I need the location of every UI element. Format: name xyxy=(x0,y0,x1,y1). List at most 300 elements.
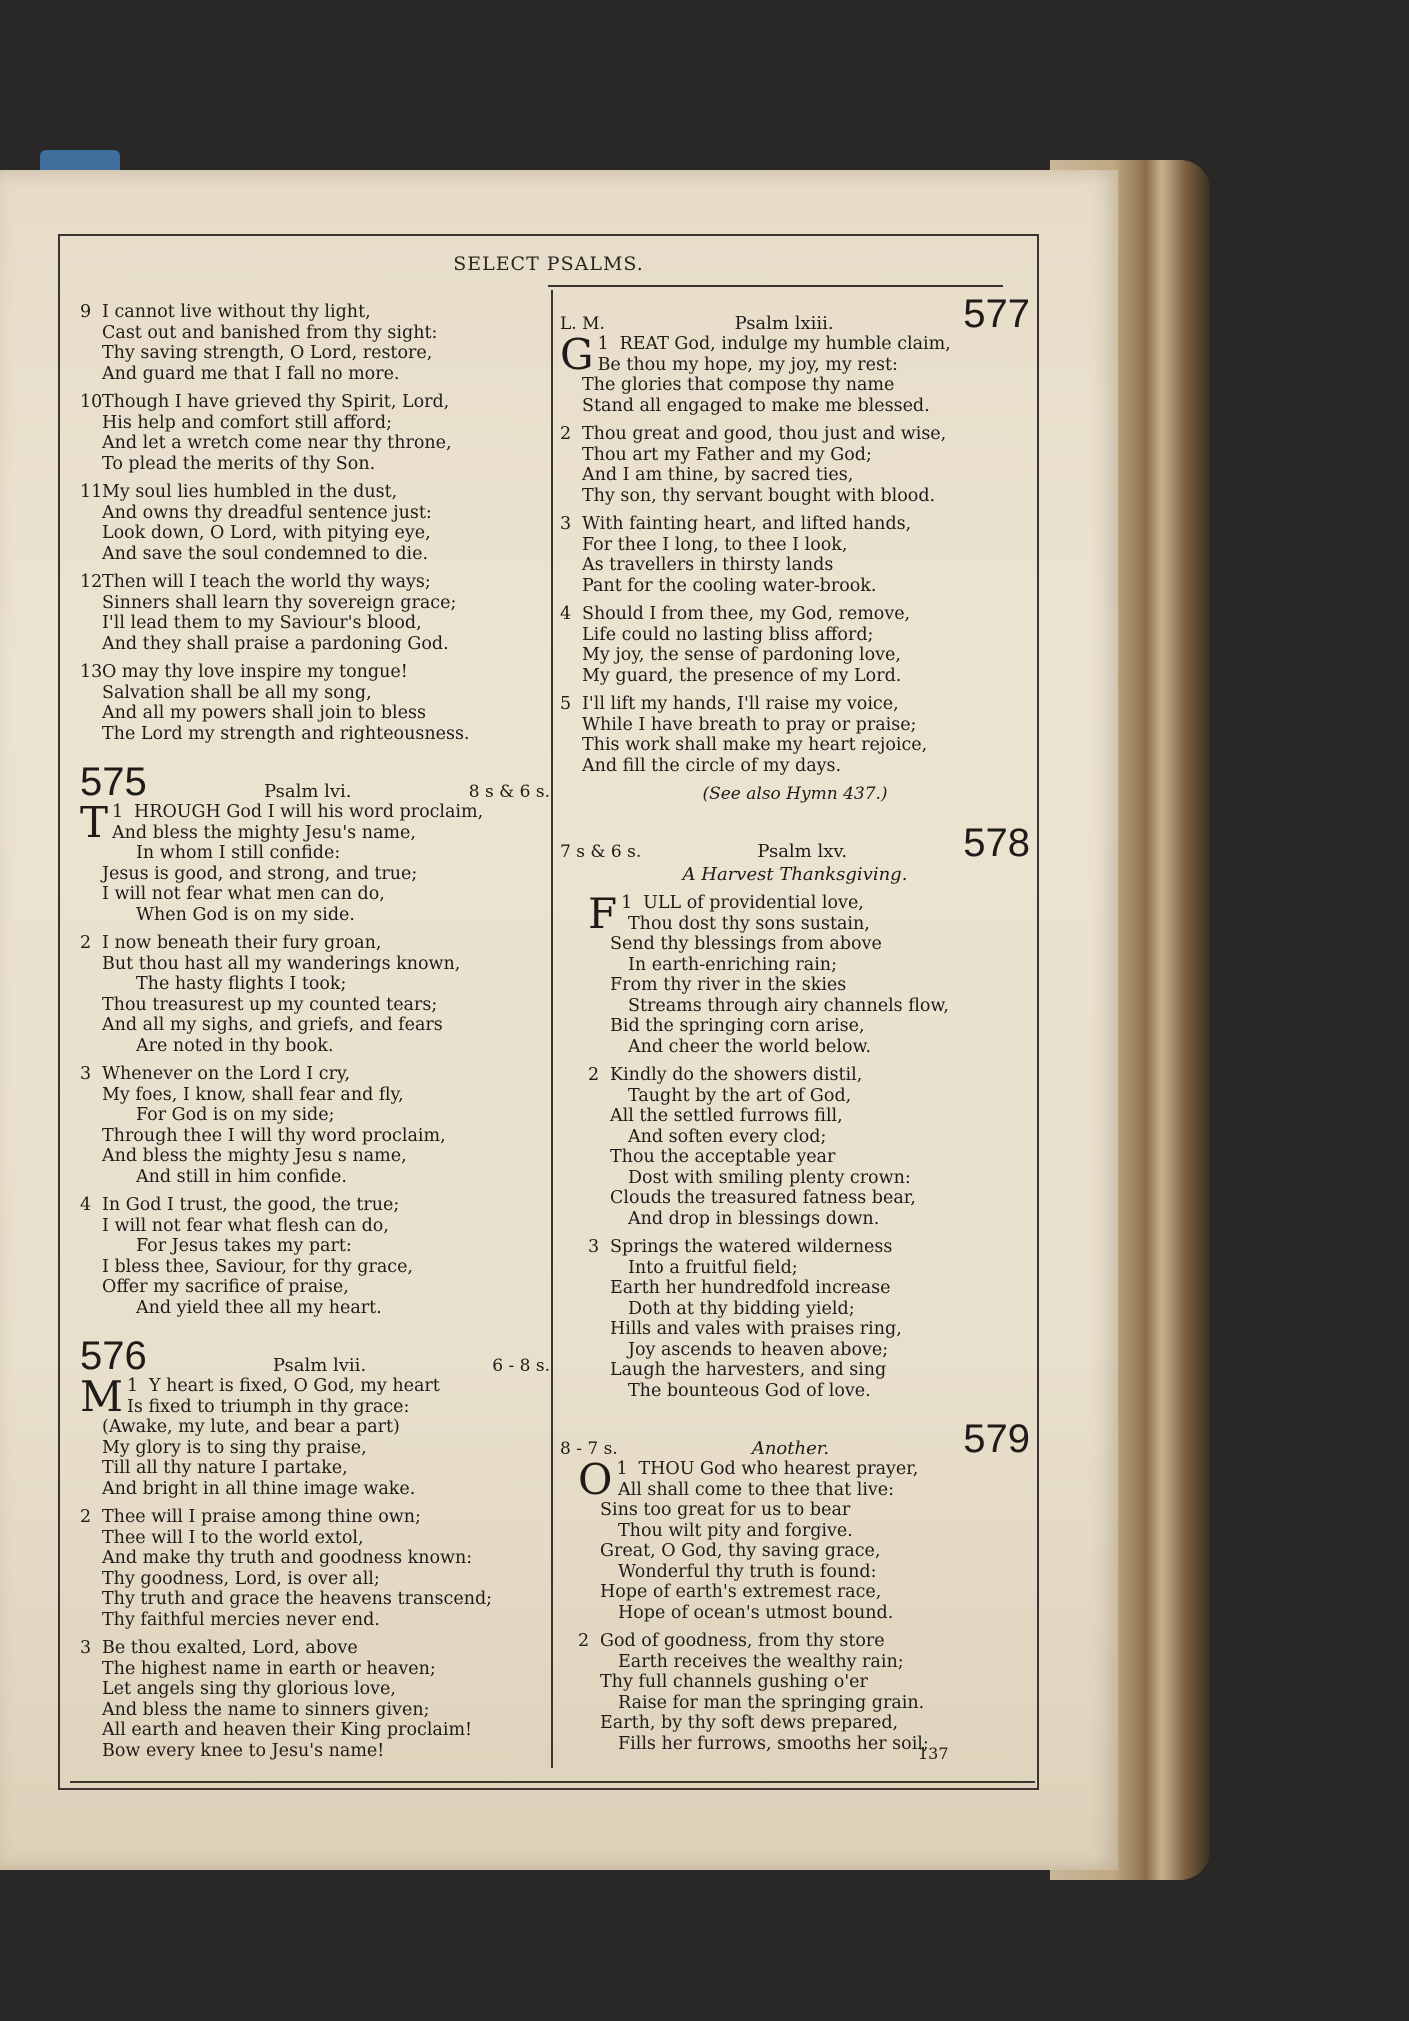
verse xyxy=(80,1195,550,1318)
verse-line xyxy=(80,933,550,954)
hymn-577-verses xyxy=(560,330,1030,776)
verse-text: Whenever on the Lord I cry, xyxy=(102,1064,351,1084)
verse xyxy=(80,933,550,1056)
verse-line xyxy=(80,454,550,475)
verse-number: 9 xyxy=(80,302,92,322)
verse-text: Be thou exalted, Lord, above xyxy=(102,1638,358,1658)
hymn-subtitle: A Harvest Thanksgiving. xyxy=(682,863,908,885)
verse-text: And bless the name to sinners given; xyxy=(102,1699,430,1720)
verse-line xyxy=(80,1438,550,1459)
verse-text: I now beneath their fury groan, xyxy=(102,933,382,953)
verse-line xyxy=(578,1500,1030,1521)
verse-line xyxy=(588,1209,1030,1230)
drop-cap: O xyxy=(578,1455,613,1504)
verse-line xyxy=(560,715,1030,736)
psalm-ref: Psalm lvii. xyxy=(272,1354,367,1376)
verse-line xyxy=(578,1480,1030,1501)
verse-text: Thou wilt pity and forgive. xyxy=(618,1520,853,1541)
verse xyxy=(80,392,550,474)
verse-text: Then will I teach the world thy ways; xyxy=(102,572,431,592)
verse-line xyxy=(80,683,550,704)
verse-line xyxy=(80,1700,550,1721)
verse-text: Send thy blessings from above xyxy=(610,934,882,954)
verse-text: Bid the springing corn arise, xyxy=(610,1016,865,1036)
verse-text: THOU God who hearest prayer, xyxy=(638,1459,919,1479)
verse-text: My soul lies humbled in the dust, xyxy=(102,482,398,502)
verse-line xyxy=(80,503,550,524)
verse-line xyxy=(578,1562,1030,1583)
verse-line xyxy=(80,703,550,724)
verse-text: Though I have grieved thy Spirit, Lord, xyxy=(102,392,450,412)
verse-text: Y heart is fixed, O God, my heart xyxy=(149,1376,440,1396)
verse-line xyxy=(80,1741,550,1762)
verse-text: Let angels sing thy glorious love, xyxy=(102,1679,396,1699)
verse-number: 2 xyxy=(560,424,572,444)
verse-text: The bounteous God of love. xyxy=(628,1380,871,1401)
column-divider xyxy=(551,290,553,1768)
verse-text: Cast out and banished from thy sight: xyxy=(102,322,438,343)
meter: L. M. xyxy=(560,313,605,334)
verse-line xyxy=(80,1417,550,1438)
verse-text: Kindly do the showers distil, xyxy=(610,1065,863,1085)
verse-text: Salvation shall be all my song, xyxy=(102,682,372,703)
verse-line xyxy=(80,1610,550,1631)
verse-line xyxy=(80,662,550,683)
verse-line xyxy=(80,613,550,634)
verse-line xyxy=(80,364,550,385)
verse-text: I'll lead them to my Saviour's blood, xyxy=(102,613,422,633)
verse-text: This work shall make my heart rejoice, xyxy=(582,735,928,755)
verse-line xyxy=(588,1106,1030,1127)
verse-line xyxy=(578,1734,1030,1755)
verse-text: For Jesus takes my part: xyxy=(136,1236,352,1256)
hymn-number: 576 xyxy=(80,1334,147,1378)
verse-text: Is fixed to triumph in thy grace: xyxy=(127,1396,410,1417)
verse-text: With fainting heart, and lifted hands, xyxy=(582,514,912,534)
verse-line xyxy=(80,1638,550,1659)
verse-number: 1 xyxy=(112,802,124,822)
psalm-ref: Psalm lxv. xyxy=(757,841,848,862)
verse-text: ULL of providential love, xyxy=(643,893,864,913)
verse-line xyxy=(560,694,1030,715)
hymn-579-verses xyxy=(560,1455,1030,1754)
verse xyxy=(80,482,550,564)
hymn-number: 579 xyxy=(963,1417,1030,1461)
verse-line xyxy=(80,433,550,454)
verse-line xyxy=(560,666,1030,687)
verse-line xyxy=(588,1086,1030,1107)
verse-text: Thee will I to the world extol, xyxy=(102,1527,364,1548)
verse-text: When God is on my side. xyxy=(136,904,355,925)
verse-line xyxy=(80,323,550,344)
verse-text: The highest name in earth or heaven; xyxy=(102,1658,436,1679)
verse-line xyxy=(560,625,1030,646)
verse xyxy=(588,889,1030,1057)
psalm-ref: Psalm lxiii. xyxy=(734,312,834,334)
verse-text: Taught by the art of God, xyxy=(628,1085,852,1106)
verse-line xyxy=(588,1340,1030,1361)
see-also-note: (See also Hymn 437.) xyxy=(702,784,888,804)
verse-text: From thy river in the skies xyxy=(610,975,847,995)
verse-text: The Lord my strength and righteousness. xyxy=(102,723,470,744)
verse-line xyxy=(560,465,1030,486)
verse-text: My guard, the presence of my Lord. xyxy=(582,665,902,686)
verse-text: I bless thee, Saviour, for thy grace, xyxy=(102,1256,413,1277)
verse-line xyxy=(80,954,550,975)
verse-number: 4 xyxy=(80,1195,92,1215)
verse-text: Into a fruitful field; xyxy=(628,1257,798,1278)
verse-text: Doth at thy bidding yield; xyxy=(628,1298,855,1319)
verse-line xyxy=(80,1548,550,1569)
hymn-number: 578 xyxy=(963,820,1030,865)
verse-text: In earth-enriching rain; xyxy=(628,954,837,975)
verse-line xyxy=(80,905,550,926)
verse-text: HROUGH God I will his word proclaim, xyxy=(134,802,484,822)
verse-text: (Awake, my lute, and bear a part) xyxy=(102,1417,400,1437)
verse-line xyxy=(80,1277,550,1298)
verse-line xyxy=(80,974,550,995)
meter: 8 s & 6 s. xyxy=(468,781,550,802)
verse-text: Thou treasurest up my counted tears; xyxy=(102,994,438,1015)
verse-text: And all my powers shall join to bless xyxy=(102,703,426,723)
verse-line xyxy=(560,604,1030,625)
verse-line xyxy=(80,1105,550,1126)
verse-line xyxy=(588,914,1030,935)
verse-text: All earth and heaven their King proclaim! xyxy=(102,1720,473,1740)
hymn-576-heading xyxy=(80,1332,550,1376)
verse-line xyxy=(80,1679,550,1700)
verse-text: Thy full channels gushing o'er xyxy=(600,1672,868,1692)
verse-line xyxy=(578,1713,1030,1734)
verse-line xyxy=(80,302,550,323)
verse-line xyxy=(560,756,1030,777)
verse-line xyxy=(80,1216,550,1237)
verse-line xyxy=(80,823,550,844)
verse-text: And bless the mighty Jesu's name, xyxy=(112,822,416,843)
verse-line xyxy=(588,1188,1030,1209)
verse-line xyxy=(80,482,550,503)
verse-line xyxy=(588,934,1030,955)
verse xyxy=(578,1631,1030,1754)
verse-line xyxy=(80,1195,550,1216)
verse-line xyxy=(578,1521,1030,1542)
verse-text: Clouds the treasured fatness bear, xyxy=(610,1188,916,1208)
verse-line xyxy=(560,645,1030,666)
verse-text: I will not fear what flesh can do, xyxy=(102,1215,389,1236)
verse-line xyxy=(80,724,550,745)
verse-number: 12 xyxy=(80,572,103,592)
verse-line xyxy=(80,864,550,885)
verse-text: Are noted in thy book. xyxy=(136,1035,334,1056)
verse-text: Laugh the harvesters, and sing xyxy=(610,1360,887,1380)
verse-line xyxy=(588,1381,1030,1402)
meter: 6 - 8 s. xyxy=(492,1355,550,1376)
verse-text: Joy ascends to heaven above; xyxy=(628,1339,889,1360)
verse-line xyxy=(80,995,550,1016)
page-number: 137 xyxy=(918,1744,949,1763)
verse-line xyxy=(80,1064,550,1085)
verse-line xyxy=(560,535,1030,556)
verse-text: Earth receives the wealthy rain; xyxy=(618,1651,904,1672)
verse-line xyxy=(560,486,1030,507)
verse-line xyxy=(578,1603,1030,1624)
verse-number: 3 xyxy=(80,1064,92,1084)
verse xyxy=(588,1065,1030,1229)
verse-line xyxy=(80,1458,550,1479)
verse-text: Fills her furrows, smooths her soil; xyxy=(618,1733,929,1754)
header-rule xyxy=(548,285,1003,287)
verse-line xyxy=(560,355,1030,376)
verse-text: The hasty flights I took; xyxy=(136,974,347,994)
verse-number: 2 xyxy=(588,1065,600,1085)
verse-text: And let a wretch come near thy throne, xyxy=(102,433,452,453)
psalm-ref: Psalm lvi. xyxy=(263,780,352,802)
verse-number: 2 xyxy=(80,933,92,953)
verse-text: Stand all engaged to make me blessed. xyxy=(582,395,930,416)
verse-text: Hope of earth's extremest race, xyxy=(600,1582,882,1602)
verse-line xyxy=(560,375,1030,396)
verse-text: Offer my sacrifice of praise, xyxy=(102,1277,349,1297)
verse-line xyxy=(560,396,1030,417)
verse-line xyxy=(80,1126,550,1147)
verse-line xyxy=(80,1236,550,1257)
verse-number: 11 xyxy=(80,482,103,502)
verse xyxy=(560,424,1030,506)
meter: 8 - 7 s. xyxy=(560,1438,618,1459)
verse-line xyxy=(588,1147,1030,1168)
verse xyxy=(80,1507,550,1630)
verse xyxy=(80,1638,550,1761)
verse-line xyxy=(588,1258,1030,1279)
hymn-577-heading xyxy=(560,290,1030,334)
left-column xyxy=(80,302,550,1769)
hymn-number: 575 xyxy=(80,760,147,804)
verse xyxy=(588,1237,1030,1401)
verse-text: And owns thy dreadful sentence just: xyxy=(102,502,432,523)
running-header: SELECT PSALMS. xyxy=(453,253,644,275)
verse-line xyxy=(578,1541,1030,1562)
verse xyxy=(80,1064,550,1187)
verse-text: My joy, the sense of pardoning love, xyxy=(582,645,901,665)
verse xyxy=(560,330,1030,416)
verse-text: While I have breath to pray or praise; xyxy=(582,714,917,735)
verse-number: 3 xyxy=(80,1638,92,1658)
verse-line xyxy=(80,1085,550,1106)
hymn-number: 577 xyxy=(963,292,1030,336)
verse-text: Hope of ocean's utmost bound. xyxy=(618,1602,894,1623)
verse-text: And yield thee all my heart. xyxy=(136,1297,382,1318)
verse-text: Sinners shall learn thy sovereign grace; xyxy=(102,592,457,613)
verse-number: 5 xyxy=(560,694,572,714)
verse xyxy=(80,662,550,744)
verse-number: 1 xyxy=(127,1376,139,1396)
verse-line xyxy=(560,576,1030,597)
psalm-continuation xyxy=(80,302,550,744)
hymn-575-heading xyxy=(80,758,550,802)
verse-text: Thou great and good, thou just and wise, xyxy=(582,424,947,444)
verse-text: Dost with smiling plenty crown: xyxy=(628,1167,911,1188)
verse-text: All the settled furrows fill, xyxy=(610,1106,843,1126)
verse-text: I will not fear what men can do, xyxy=(102,884,385,904)
verse-text: The glories that compose thy name xyxy=(582,375,895,395)
verse-line xyxy=(80,1036,550,1057)
drop-cap: T xyxy=(80,798,109,847)
verse-text: And I am thine, by sacred ties, xyxy=(582,465,854,485)
verse-text: Thy son, thy servant bought with blood. xyxy=(582,485,936,506)
verse-text: Wonderful thy truth is found: xyxy=(618,1561,877,1582)
hymn-title: Another. xyxy=(751,1437,830,1459)
verse-line xyxy=(588,1299,1030,1320)
verse-line xyxy=(588,1037,1030,1058)
verse-line xyxy=(80,843,550,864)
verse-text: And drop in blessings down. xyxy=(628,1208,880,1229)
verse-text: My glory is to sing thy praise, xyxy=(102,1437,367,1458)
verse-line xyxy=(80,1015,550,1036)
verse-text: And fill the circle of my days. xyxy=(582,755,842,776)
verse-number: 3 xyxy=(588,1237,600,1257)
verse-line xyxy=(588,1319,1030,1340)
verse-line xyxy=(588,1168,1030,1189)
verse-line xyxy=(578,1652,1030,1673)
verse-text: Streams through airy channels flow, xyxy=(628,995,949,1016)
verse-line xyxy=(80,1479,550,1500)
verse-line xyxy=(560,445,1030,466)
verse-text: Earth, by thy soft dews prepared, xyxy=(600,1713,899,1733)
verse-text: God of goodness, from thy store xyxy=(600,1631,885,1651)
hymn-578-verses xyxy=(560,889,1030,1401)
verse-text: Great, O God, thy saving grace, xyxy=(600,1541,881,1561)
verse xyxy=(80,1372,550,1499)
verse xyxy=(560,514,1030,596)
verse-line xyxy=(80,1528,550,1549)
hymn-576-verses xyxy=(80,1372,550,1761)
verse-line xyxy=(578,1672,1030,1693)
verse-text: Bow every knee to Jesu's name! xyxy=(102,1740,385,1761)
verse-text: Hills and vales with praises ring, xyxy=(610,1319,902,1339)
verse-line xyxy=(80,1569,550,1590)
verse-text: Look down, O Lord, with pitying eye, xyxy=(102,523,431,543)
verse-number: 2 xyxy=(578,1631,590,1651)
bottom-rule xyxy=(70,1781,1035,1783)
verse-line xyxy=(588,975,1030,996)
verse-text: Thou the acceptable year xyxy=(610,1147,836,1167)
verse-text: Thou art my Father and my God; xyxy=(582,444,872,465)
verse-line xyxy=(588,996,1030,1017)
verse-line xyxy=(588,1016,1030,1037)
verse-line xyxy=(80,343,550,364)
verse-text: Thy truth and grace the heavens transcend; xyxy=(102,1589,493,1609)
verse-text: Thy goodness, Lord, is over all; xyxy=(102,1568,380,1589)
verse-text: Thy faithful mercies never end. xyxy=(102,1609,380,1630)
verse-text: Thy saving strength, O Lord, restore, xyxy=(102,343,433,363)
verse-text: And all my sighs, and griefs, and fears xyxy=(102,1015,443,1035)
verse-line xyxy=(578,1631,1030,1652)
verse-text: Pant for the cooling water-brook. xyxy=(582,575,877,596)
verse-line xyxy=(80,884,550,905)
verse-line xyxy=(578,1693,1030,1714)
hymn-575-verses xyxy=(80,798,550,1318)
verse-text: His help and comfort still afford; xyxy=(102,412,392,433)
verse-text: Springs the watered wilderness xyxy=(610,1237,893,1257)
verse-text: I cannot live without thy light, xyxy=(102,302,371,322)
verse-line xyxy=(80,1720,550,1741)
verse-text: Thee will I praise among thine own; xyxy=(102,1507,421,1527)
verse-line xyxy=(80,1397,550,1418)
verse-text: But thou hast all my wanderings known, xyxy=(102,953,461,974)
verse-line xyxy=(588,1237,1030,1258)
meter: 7 s & 6 s. xyxy=(560,842,642,862)
verse xyxy=(560,604,1030,686)
verse-text: Raise for man the springing grain. xyxy=(618,1692,925,1713)
verse-text: And guard me that I fall no more. xyxy=(102,363,400,384)
verse-text: Thou dost thy sons sustain, xyxy=(628,913,870,934)
verse-text: Earth her hundredfold increase xyxy=(610,1278,891,1298)
verse-text: As travellers in thirsty lands xyxy=(582,555,834,575)
drop-cap: M xyxy=(80,1372,124,1421)
verse-number: 13 xyxy=(80,662,103,682)
verse-text: O may thy love inspire my tongue! xyxy=(102,662,408,682)
verse-line xyxy=(560,735,1030,756)
verse-line xyxy=(80,1589,550,1610)
verse-line xyxy=(588,1360,1030,1381)
verse-text: In God I trust, the good, the true; xyxy=(102,1195,400,1215)
verse-line xyxy=(588,1127,1030,1148)
verse-number: 1 xyxy=(597,334,609,354)
verse-text: And soften every clod; xyxy=(628,1126,827,1147)
verse-number: 1 xyxy=(621,893,633,913)
verse-text: And they shall praise a pardoning God. xyxy=(102,633,449,654)
verse-line xyxy=(588,955,1030,976)
verse-line xyxy=(560,424,1030,445)
verse-text: Sins too great for us to bear xyxy=(600,1500,851,1520)
verse-number: 3 xyxy=(560,514,572,534)
verse-line xyxy=(80,634,550,655)
verse-text: And make thy truth and goodness known: xyxy=(102,1548,473,1568)
verse-text: And bright in all thine image wake. xyxy=(102,1478,416,1499)
verse-text: I'll lift my hands, I'll raise my voice, xyxy=(582,694,899,714)
verse-line xyxy=(80,1298,550,1319)
verse-text: In whom I still confide: xyxy=(136,843,341,863)
verse-line xyxy=(80,593,550,614)
verse-text: Be thou my hope, my joy, my rest: xyxy=(597,354,898,375)
verse-line xyxy=(560,514,1030,535)
verse-text: Till all thy nature I partake, xyxy=(102,1458,348,1478)
verse xyxy=(560,694,1030,776)
verse-text: And cheer the world below. xyxy=(628,1036,872,1057)
verse xyxy=(80,572,550,654)
verse-number: 4 xyxy=(560,604,572,624)
verse-line xyxy=(588,1065,1030,1086)
hymn-578-heading xyxy=(560,819,1030,863)
verse-text: For God is on my side; xyxy=(136,1105,335,1125)
verse-line xyxy=(80,572,550,593)
verse-text: Through thee I will thy word proclaim, xyxy=(102,1125,446,1146)
verse-text: Should I from thee, my God, remove, xyxy=(582,604,911,624)
verse-text: And still in him confide. xyxy=(136,1166,347,1187)
verse-text: My foes, I know, shall fear and fly, xyxy=(102,1084,404,1105)
verse-text: And save the soul condemned to die. xyxy=(102,543,429,564)
verse-line xyxy=(560,555,1030,576)
verse-text: All shall come to thee that live: xyxy=(618,1479,895,1500)
verse xyxy=(80,798,550,925)
verse-line xyxy=(80,544,550,565)
verse-number: 1 xyxy=(616,1459,628,1479)
right-column xyxy=(560,290,1030,1762)
verse-line xyxy=(80,1257,550,1278)
verse-number: 2 xyxy=(80,1507,92,1527)
verse xyxy=(80,302,550,384)
verse-line xyxy=(80,523,550,544)
